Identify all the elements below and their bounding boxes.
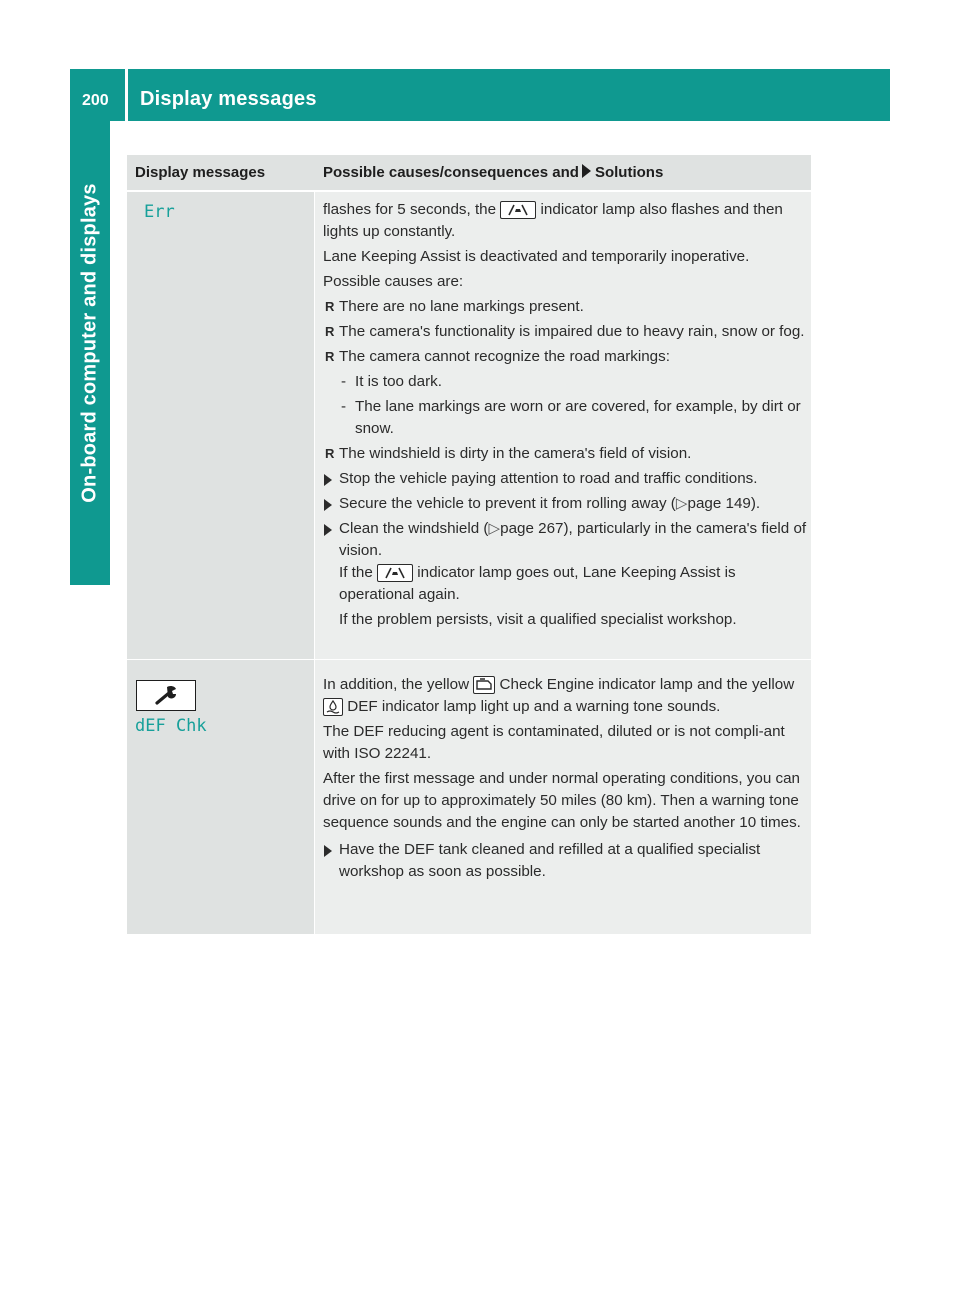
paragraph: Possible causes are: [323, 273, 464, 290]
wrench-icon [136, 680, 196, 711]
bullet-icon: R [325, 324, 335, 339]
text: There are no lane markings present. [339, 298, 584, 315]
side-tab-label: On-board computer and displays [78, 183, 101, 503]
page-reference-icon: ▷ [488, 520, 501, 537]
action-arrow-icon [324, 524, 332, 536]
text: DEF indicator lamp light up and a warning tone sounds. [347, 698, 721, 715]
column-header-suffix: Solutions [594, 164, 664, 181]
paragraph: The DEF reducing agent is contaminated, diluted or is not compli-ant with ISO 22241. [323, 723, 785, 762]
row-def-text [323, 674, 810, 886]
action-arrow-icon [324, 845, 332, 857]
list-item [323, 346, 810, 368]
list-item [323, 443, 810, 465]
table-header [127, 155, 811, 190]
page-number: 200 [82, 92, 109, 109]
display-cell [127, 660, 314, 934]
text: Check Engine indicator lamp and the yellow [499, 676, 795, 693]
page-title: Display messages [140, 88, 317, 110]
page-reference[interactable]: page 267 [500, 520, 564, 537]
text: If the [339, 564, 373, 581]
row-err-text [323, 199, 810, 634]
action-item [323, 493, 810, 515]
paragraph [323, 674, 810, 718]
paragraph [323, 199, 810, 243]
column-header-prefix: Possible causes/consequences and [323, 164, 579, 181]
text: indicator lamp also flashes and then lights up constantly. [323, 201, 783, 240]
text: ). [750, 495, 761, 512]
display-cell [127, 192, 314, 659]
text: It is too dark. [355, 373, 442, 390]
sub-list-item [323, 371, 810, 393]
action-item [323, 518, 810, 631]
text: The camera's functionality is impaired due to heavy rain, snow or fog. [339, 323, 805, 340]
paragraph: Lane Keeping Assist is deactivated and temporarily inoperative. [323, 248, 750, 265]
lane-keeping-icon [500, 201, 536, 219]
text: If the problem persists, visit a qualified specialist workshop. [339, 611, 737, 628]
text: The windshield is dirty in the camera's field of vision. [339, 445, 692, 462]
text: ), particularly in the camera's field of vision. [339, 520, 807, 559]
list-item [323, 321, 810, 343]
text: Secure the vehicle to prevent it from rolling away ( [339, 495, 676, 512]
lane-keeping-icon [377, 564, 413, 582]
action-item [323, 839, 810, 883]
check-engine-icon [473, 676, 495, 694]
action-arrow-icon [324, 474, 332, 486]
bullet-icon: R [325, 299, 335, 314]
text: flashes for 5 seconds, the [323, 201, 497, 218]
action-arrow-icon [324, 499, 332, 511]
dash-icon: - [341, 373, 347, 390]
list-item [323, 296, 810, 318]
column-header-display-messages: Display messages [135, 164, 266, 181]
header-divider [125, 69, 128, 121]
text: Stop the vehicle paying attention to road and traffic conditions. [339, 470, 758, 487]
action-item [323, 468, 810, 490]
paragraph: After the first message and under normal operating conditions, you can drive on for up to approximately 50 miles (80 km). Then a warning tone sequence sounds and the engine can only be started another 10 times. [323, 770, 801, 831]
def-fluid-icon [323, 698, 343, 716]
text: Have the DEF tank cleaned and refilled at a qualified specialist workshop as soon as possible. [339, 841, 761, 880]
column-header-causes-solutions [314, 155, 811, 190]
lcd-message-def-chk: dEF Chk [135, 716, 207, 736]
bullet-icon: R [325, 446, 335, 461]
sub-list-item [323, 396, 810, 440]
bullet-icon: R [325, 349, 335, 364]
text: indicator lamp goes out, Lane Keeping Assist is operational again. [339, 564, 736, 603]
page-reference[interactable]: page 149 [687, 495, 751, 512]
dash-icon: - [341, 398, 347, 415]
text: In addition, the yellow [323, 676, 470, 693]
lcd-message-err: Err [144, 202, 175, 222]
text: The lane markings are worn or are covered, for example, by dirt or snow. [355, 398, 801, 437]
page-reference-icon: ▷ [675, 495, 688, 512]
text: The camera cannot recognize the road markings: [339, 348, 670, 365]
action-arrow-icon [582, 164, 591, 178]
text: Clean the windshield ( [339, 520, 489, 537]
